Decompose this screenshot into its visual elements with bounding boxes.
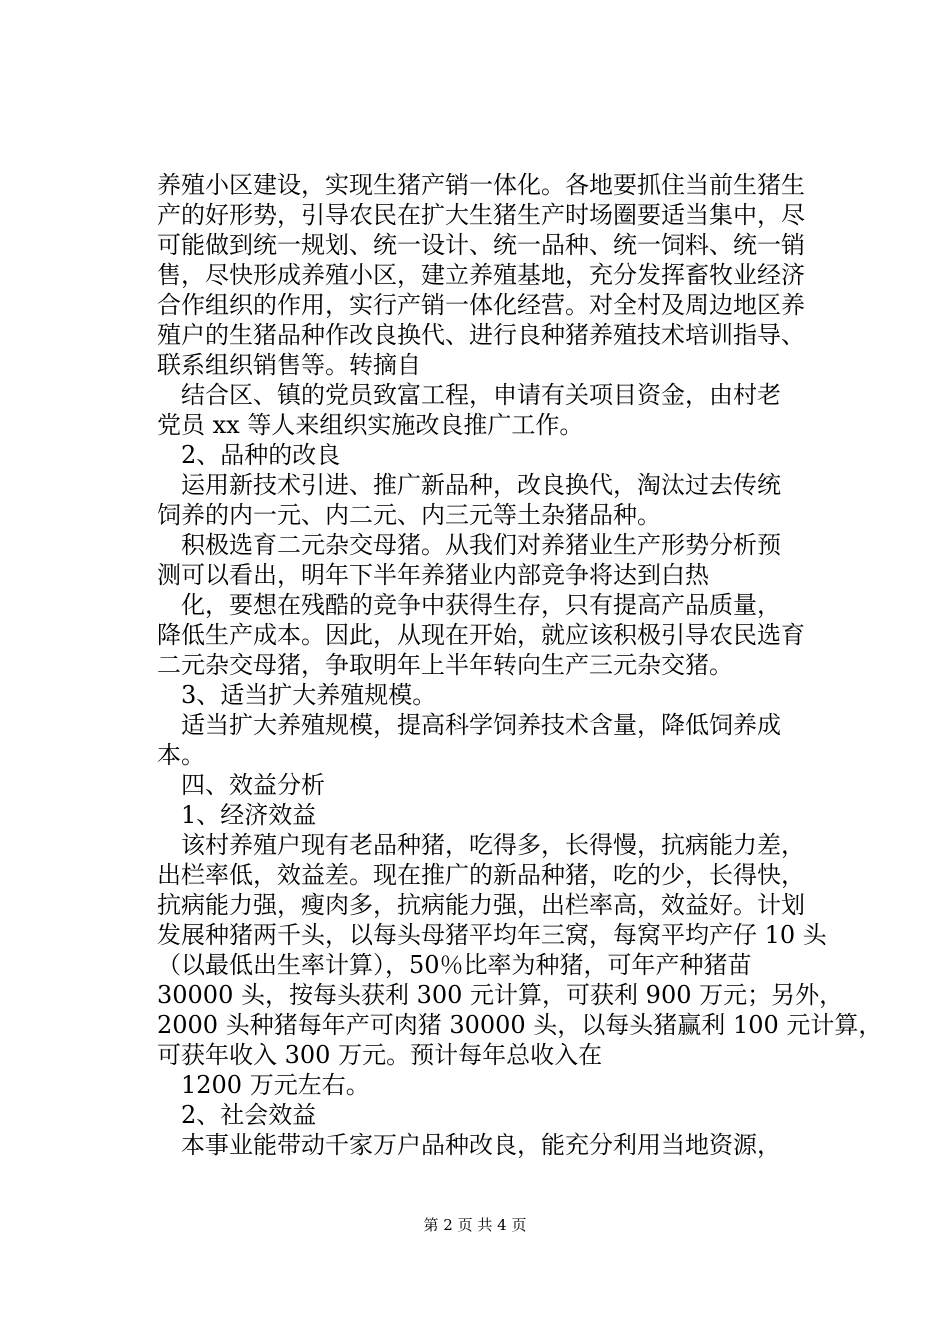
- body-text-line: 可能做到统一规划、统一设计、统一品种、统一饲料、统一销: [157, 231, 805, 259]
- body-text-line: 党员 xx 等人来组织实施改良推广工作。: [157, 411, 584, 439]
- body-text-line: 运用新技术引进、推广新品种，改良换代，淘汰过去传统: [181, 471, 781, 499]
- body-text-line: 本。: [157, 741, 205, 769]
- body-text-line: 2000 头种猪每年产可肉猪 30000 头，以每头猪赢利 100 元计算，: [157, 1011, 883, 1039]
- body-text-line: 二元杂交母猪，争取明年上半年转向生产三元杂交猪。: [157, 651, 733, 679]
- section-heading: 3、适当扩大养殖规模。: [181, 681, 437, 709]
- body-text-line: 可获年收入 300 万元。预计每年总收入在: [157, 1041, 603, 1069]
- body-text-line: 联系组织销售等。转摘自: [157, 351, 421, 379]
- body-text-line: 合作组织的作用，实行产销一体化经营。对全村及周边地区养: [157, 291, 805, 319]
- section-heading: 1、经济效益: [181, 801, 317, 829]
- body-text-line: 殖户的生猪品种作改良换代、进行良种猪养殖技术培训指导、: [157, 321, 805, 349]
- body-text-line: 发展种猪两千头，以每头母猪平均年三窝，每窝平均产仔 10 头: [157, 921, 827, 949]
- body-text-line: 结合区、镇的党员致富工程，申请有关项目资金，由村老: [181, 381, 781, 409]
- body-text-line: （以最低出生率计算），50％比率为种猪，可年产种猪苗: [157, 951, 752, 979]
- page-number-footer: 第 2 页 共 4 页: [423, 1216, 527, 1234]
- body-text-line: 养殖小区建设，实现生猪产销一体化。各地要抓住当前生猪生: [157, 171, 805, 199]
- body-text-line: 1200 万元左右。: [181, 1071, 370, 1099]
- body-text-line: 该村养殖户现有老品种猪，吃得多，长得慢，抗病能力差，: [181, 831, 805, 859]
- section-heading: 四、效益分析: [181, 771, 325, 799]
- body-text-line: 产的好形势，引导农民在扩大生猪生产时场圈要适当集中，尽: [157, 201, 805, 229]
- body-text-line: 积极选育二元杂交母猪。从我们对养猪业生产形势分析预: [181, 531, 781, 559]
- body-text-line: 售，尽快形成养殖小区，建立养殖基地，充分发挥畜牧业经济: [157, 261, 805, 289]
- section-heading: 2、品种的改良: [181, 441, 341, 469]
- body-text-line: 出栏率低，效益差。现在推广的新品种猪，吃的少，长得快，: [157, 861, 805, 889]
- body-text-line: 本事业能带动千家万户品种改良，能充分利用当地资源，: [181, 1131, 781, 1159]
- body-text-line: 降低生产成本。因此，从现在开始，就应该积极引导农民选育: [157, 621, 805, 649]
- body-text-line: 化，要想在残酷的竞争中获得生存，只有提高产品质量，: [181, 591, 781, 619]
- body-text-line: 30000 头，按每头获利 300 元计算，可获利 900 万元；另外，: [157, 981, 844, 1009]
- section-heading: 2、社会效益: [181, 1101, 317, 1129]
- body-text-line: 抗病能力强，瘦肉多，抗病能力强，出栏率高，效益好。计划: [157, 891, 805, 919]
- body-text-line: 测可以看出，明年下半年养猪业内部竞争将达到白热: [157, 561, 709, 589]
- body-text-line: 适当扩大养殖规模，提高科学饲养技术含量，降低饲养成: [181, 711, 781, 739]
- body-text-line: 饲养的内一元、内二元、内三元等土杂猪品种。: [157, 501, 661, 529]
